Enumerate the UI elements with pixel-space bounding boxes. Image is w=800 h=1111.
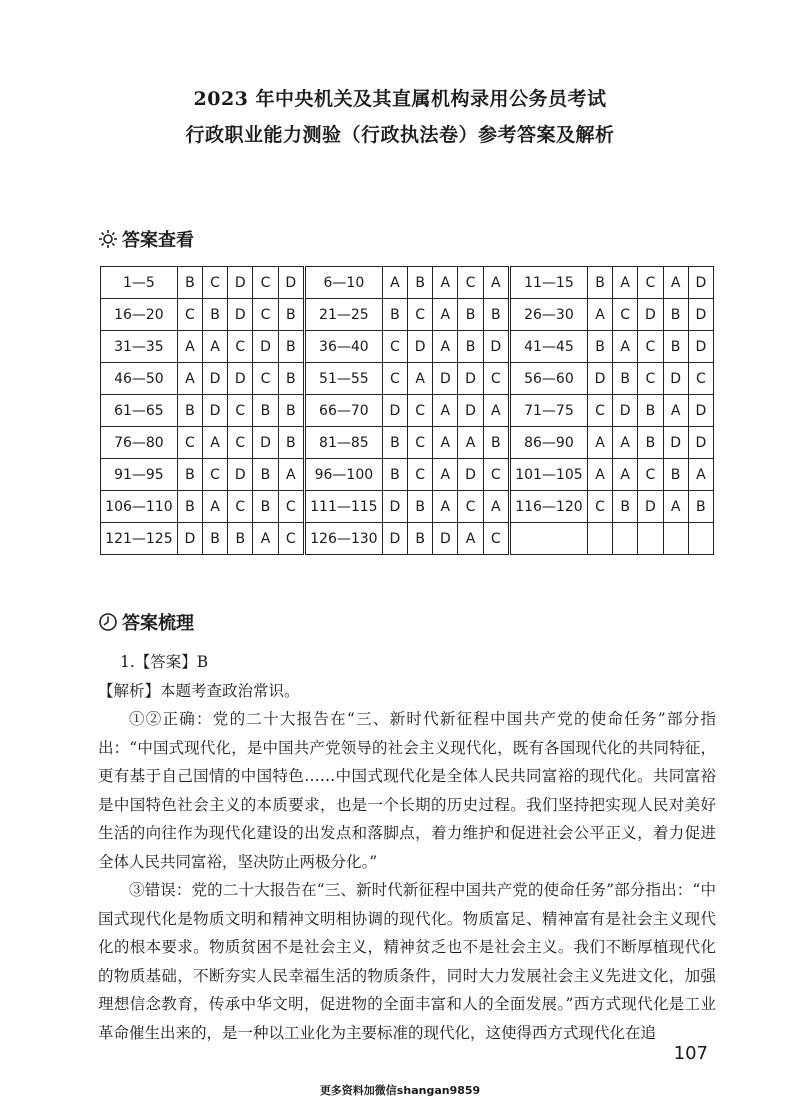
- question-range: 21—25: [304, 299, 382, 331]
- answer-letter: B: [382, 459, 407, 491]
- answer-row: [101, 459, 714, 491]
- answer-letter: [587, 523, 612, 555]
- answer-letter: B: [253, 395, 278, 427]
- answer-row: [101, 395, 714, 427]
- answer-letter: D: [433, 363, 458, 395]
- answer-letter: B: [483, 427, 509, 459]
- question-range: 61—65: [101, 395, 178, 427]
- answer-letter: B: [663, 459, 688, 491]
- question-range: 66—70: [304, 395, 382, 427]
- answer-letter: B: [253, 459, 278, 491]
- answer-letter: C: [638, 267, 663, 299]
- answer-row: [101, 267, 714, 299]
- answer-letter: A: [433, 491, 458, 523]
- answer-letter: C: [638, 459, 663, 491]
- answer-letter: C: [202, 267, 227, 299]
- question-range: 46—50: [101, 363, 178, 395]
- answer-letter: B: [228, 523, 253, 555]
- answer-row: [101, 523, 714, 555]
- answer-letter: A: [587, 299, 612, 331]
- answer-letter: B: [638, 395, 663, 427]
- section-answer-review-label: 答案梳理: [122, 613, 194, 634]
- question-range: 121—125: [101, 523, 178, 555]
- document-title-line2: 行政职业能力测验（行政执法卷）参考答案及解析: [185, 124, 615, 146]
- answer-letter: A: [202, 427, 227, 459]
- answer-letter: C: [483, 523, 509, 555]
- answer-letter: B: [278, 299, 304, 331]
- answer-letter: C: [177, 427, 202, 459]
- document-title-line1: 2023 年中央机关及其直属机构录用公务员考试: [193, 88, 607, 110]
- answer-letter: C: [253, 267, 278, 299]
- answer-letter: A: [613, 459, 638, 491]
- answer-letter: B: [483, 299, 509, 331]
- answer-table: [100, 266, 714, 555]
- answer-row: [101, 363, 714, 395]
- answer-letter: D: [253, 331, 278, 363]
- answer-letter: [638, 523, 663, 555]
- question-range: 1—5: [101, 267, 178, 299]
- question-range: 16—20: [101, 299, 178, 331]
- answer-letter: A: [433, 299, 458, 331]
- answer-letter: D: [458, 395, 483, 427]
- question-range: [509, 523, 587, 555]
- question-range: 11—15: [509, 267, 587, 299]
- answer-letter: A: [433, 395, 458, 427]
- answer-letter: C: [278, 491, 304, 523]
- answer-letter: B: [177, 459, 202, 491]
- answer-letter: A: [613, 427, 638, 459]
- answer-letter: C: [253, 363, 278, 395]
- answer-letter: C: [688, 363, 713, 395]
- answer-letter: B: [613, 363, 638, 395]
- answer-letter: D: [688, 427, 713, 459]
- answer-letter: A: [663, 491, 688, 523]
- answer-letter: C: [458, 267, 483, 299]
- answer-letter: A: [382, 267, 407, 299]
- answer-letter: D: [688, 331, 713, 363]
- question-range: 86—90: [509, 427, 587, 459]
- page-number: 107: [673, 1043, 708, 1064]
- answer-letter: D: [613, 395, 638, 427]
- answer-letter: B: [202, 299, 227, 331]
- answer-letter: A: [278, 459, 304, 491]
- answer-letter: A: [613, 331, 638, 363]
- clock-icon: [98, 612, 118, 632]
- answer-letter: B: [663, 331, 688, 363]
- answer-letter: A: [458, 427, 483, 459]
- question-range: 6—10: [304, 267, 382, 299]
- answer-letter: D: [458, 363, 483, 395]
- question-range: 101—105: [509, 459, 587, 491]
- answer-letter: B: [278, 427, 304, 459]
- answer-letter: B: [278, 363, 304, 395]
- question-range: 126—130: [304, 523, 382, 555]
- answer-letter: B: [458, 331, 483, 363]
- answer-letter: C: [408, 299, 433, 331]
- question-range: 71—75: [509, 395, 587, 427]
- answer-letter: C: [587, 395, 612, 427]
- answer-letter: C: [228, 395, 253, 427]
- question-range: 56—60: [509, 363, 587, 395]
- answer-letter: C: [228, 427, 253, 459]
- answer-letter: D: [638, 299, 663, 331]
- answer-letter: C: [638, 363, 663, 395]
- section-answer-view: [98, 226, 194, 252]
- answer-letter: A: [253, 523, 278, 555]
- answer-letter: D: [177, 523, 202, 555]
- question-range: 81—85: [304, 427, 382, 459]
- answer-letter: A: [663, 267, 688, 299]
- answer-letter: D: [228, 459, 253, 491]
- answer-letter: D: [663, 363, 688, 395]
- answer-letter: A: [688, 459, 713, 491]
- question-range: 106—110: [101, 491, 178, 523]
- answer-letter: A: [177, 363, 202, 395]
- answer-letter: C: [458, 491, 483, 523]
- answer-letter: [613, 523, 638, 555]
- answer-letter: D: [382, 523, 407, 555]
- answer-letter: A: [587, 459, 612, 491]
- answer-row: [101, 491, 714, 523]
- answer-letter: B: [253, 491, 278, 523]
- answer-letter: A: [483, 395, 509, 427]
- answer-letter: B: [688, 491, 713, 523]
- answer-letter: C: [483, 363, 509, 395]
- answer-letter: D: [202, 395, 227, 427]
- answer-letter: D: [483, 331, 509, 363]
- answer-letter: D: [228, 363, 253, 395]
- answer-letter: A: [587, 427, 612, 459]
- answer-letter: D: [278, 267, 304, 299]
- answer-letter: C: [613, 299, 638, 331]
- answer-letter: D: [228, 299, 253, 331]
- analysis-paragraph-2: ③错误：党的二十大报告在“三、新时代新征程中国共产党的使命任务”部分指出：“中国式现代化是物质文明和精神文明相协调的现代化。物质富足、精神富有是社会主义现代化的根本要求。物质贫困不是社会主义，精神贫乏也不是社会主义。我们不断厚植现代化的物质基础，不断夯实人民幸福生活的物质条件，同时大力发展社会主义先进文化，加强理想信念教育，传承中华文明，促进物的全面丰富和人的全面发展。”西方式现代化是工业革命催生出来的，是一种以工业化为主要标准的现代化，这使得西方式现代化在追: [98, 881, 716, 1042]
- answer-letter: D: [202, 363, 227, 395]
- answer-letter: C: [278, 523, 304, 555]
- answer-letter: [688, 523, 713, 555]
- answer-letter: A: [663, 395, 688, 427]
- answer-letter: A: [177, 331, 202, 363]
- answer-letter: A: [458, 523, 483, 555]
- answer-letter: B: [587, 331, 612, 363]
- question-1-answer: 1.【答案】B: [120, 653, 209, 671]
- answer-letter: D: [228, 267, 253, 299]
- answer-letter: D: [408, 331, 433, 363]
- answer-letter: [663, 523, 688, 555]
- answer-letter: A: [202, 491, 227, 523]
- question-1-analysis: 【解析】本题考查政治常识。: [98, 681, 300, 700]
- footer-watermark: 更多资料加微信shangan9859: [319, 1084, 481, 1097]
- explanation-body: [98, 648, 716, 1047]
- question-range: 26—30: [509, 299, 587, 331]
- answer-letter: B: [587, 267, 612, 299]
- answer-letter: B: [382, 427, 407, 459]
- answer-letter: D: [688, 267, 713, 299]
- answer-letter: B: [278, 395, 304, 427]
- answer-letter: D: [587, 363, 612, 395]
- answer-letter: B: [382, 299, 407, 331]
- answer-letter: B: [408, 267, 433, 299]
- answer-letter: C: [202, 459, 227, 491]
- answer-letter: B: [202, 523, 227, 555]
- section-answer-review: [98, 609, 194, 635]
- answer-letter: C: [228, 331, 253, 363]
- question-range: 96—100: [304, 459, 382, 491]
- answer-letter: B: [177, 395, 202, 427]
- analysis-paragraph-1: ①②正确：党的二十大报告在“三、新时代新征程中国共产党的使命任务”部分指出：“中国式现代化，是中国共产党领导的社会主义现代化，既有各国现代化的共同特征，更有基于自己国情的中国特色……中国式现代化是全体人民共同富裕的现代化。共同富裕是中国特色社会主义的本质要求，也是一个长期的历史过程。我们坚持把实现人民对美好生活的向往作为现代化建设的出发点和落脚点，着力维护和促进社会公平正义，着力促进全体人民共同富裕，坚决防止两极分化。”: [98, 710, 716, 871]
- answer-letter: A: [433, 267, 458, 299]
- answer-letter: C: [253, 299, 278, 331]
- answer-letter: D: [688, 395, 713, 427]
- answer-letter: C: [483, 459, 509, 491]
- answer-letter: B: [663, 299, 688, 331]
- answer-letter: A: [433, 331, 458, 363]
- answer-letter: C: [408, 427, 433, 459]
- answer-letter: B: [408, 491, 433, 523]
- answer-letter: B: [408, 523, 433, 555]
- answer-letter: D: [253, 427, 278, 459]
- answer-letter: D: [382, 395, 407, 427]
- answer-letter: C: [587, 491, 612, 523]
- answer-letter: C: [638, 331, 663, 363]
- answer-letter: C: [382, 363, 407, 395]
- answer-letter: D: [433, 523, 458, 555]
- answer-letter: C: [408, 395, 433, 427]
- question-range: 36—40: [304, 331, 382, 363]
- answer-row: [101, 299, 714, 331]
- answer-letter: C: [228, 491, 253, 523]
- answer-letter: B: [613, 491, 638, 523]
- answer-letter: C: [408, 459, 433, 491]
- answer-letter: C: [382, 331, 407, 363]
- answer-letter: A: [202, 331, 227, 363]
- answer-letter: D: [663, 427, 688, 459]
- answer-letter: B: [177, 491, 202, 523]
- answer-letter: D: [638, 491, 663, 523]
- answer-letter: A: [433, 427, 458, 459]
- sun-icon: [98, 229, 118, 249]
- question-range: 76—80: [101, 427, 178, 459]
- answer-letter: B: [458, 299, 483, 331]
- answer-letter: C: [177, 299, 202, 331]
- answer-row: [101, 331, 714, 363]
- answer-letter: A: [483, 267, 509, 299]
- question-range: 31—35: [101, 331, 178, 363]
- answer-letter: A: [408, 363, 433, 395]
- answer-letter: D: [688, 299, 713, 331]
- question-range: 41—45: [509, 331, 587, 363]
- answer-letter: B: [177, 267, 202, 299]
- section-answer-view-label: 答案查看: [122, 230, 194, 251]
- question-range: 91—95: [101, 459, 178, 491]
- answer-letter: D: [458, 459, 483, 491]
- answer-letter: A: [433, 459, 458, 491]
- answer-letter: D: [382, 491, 407, 523]
- answer-letter: B: [278, 331, 304, 363]
- answer-letter: A: [613, 267, 638, 299]
- question-range: 116—120: [509, 491, 587, 523]
- answer-letter: B: [638, 427, 663, 459]
- answer-letter: A: [483, 491, 509, 523]
- answer-row: [101, 427, 714, 459]
- question-range: 51—55: [304, 363, 382, 395]
- question-range: 111—115: [304, 491, 382, 523]
